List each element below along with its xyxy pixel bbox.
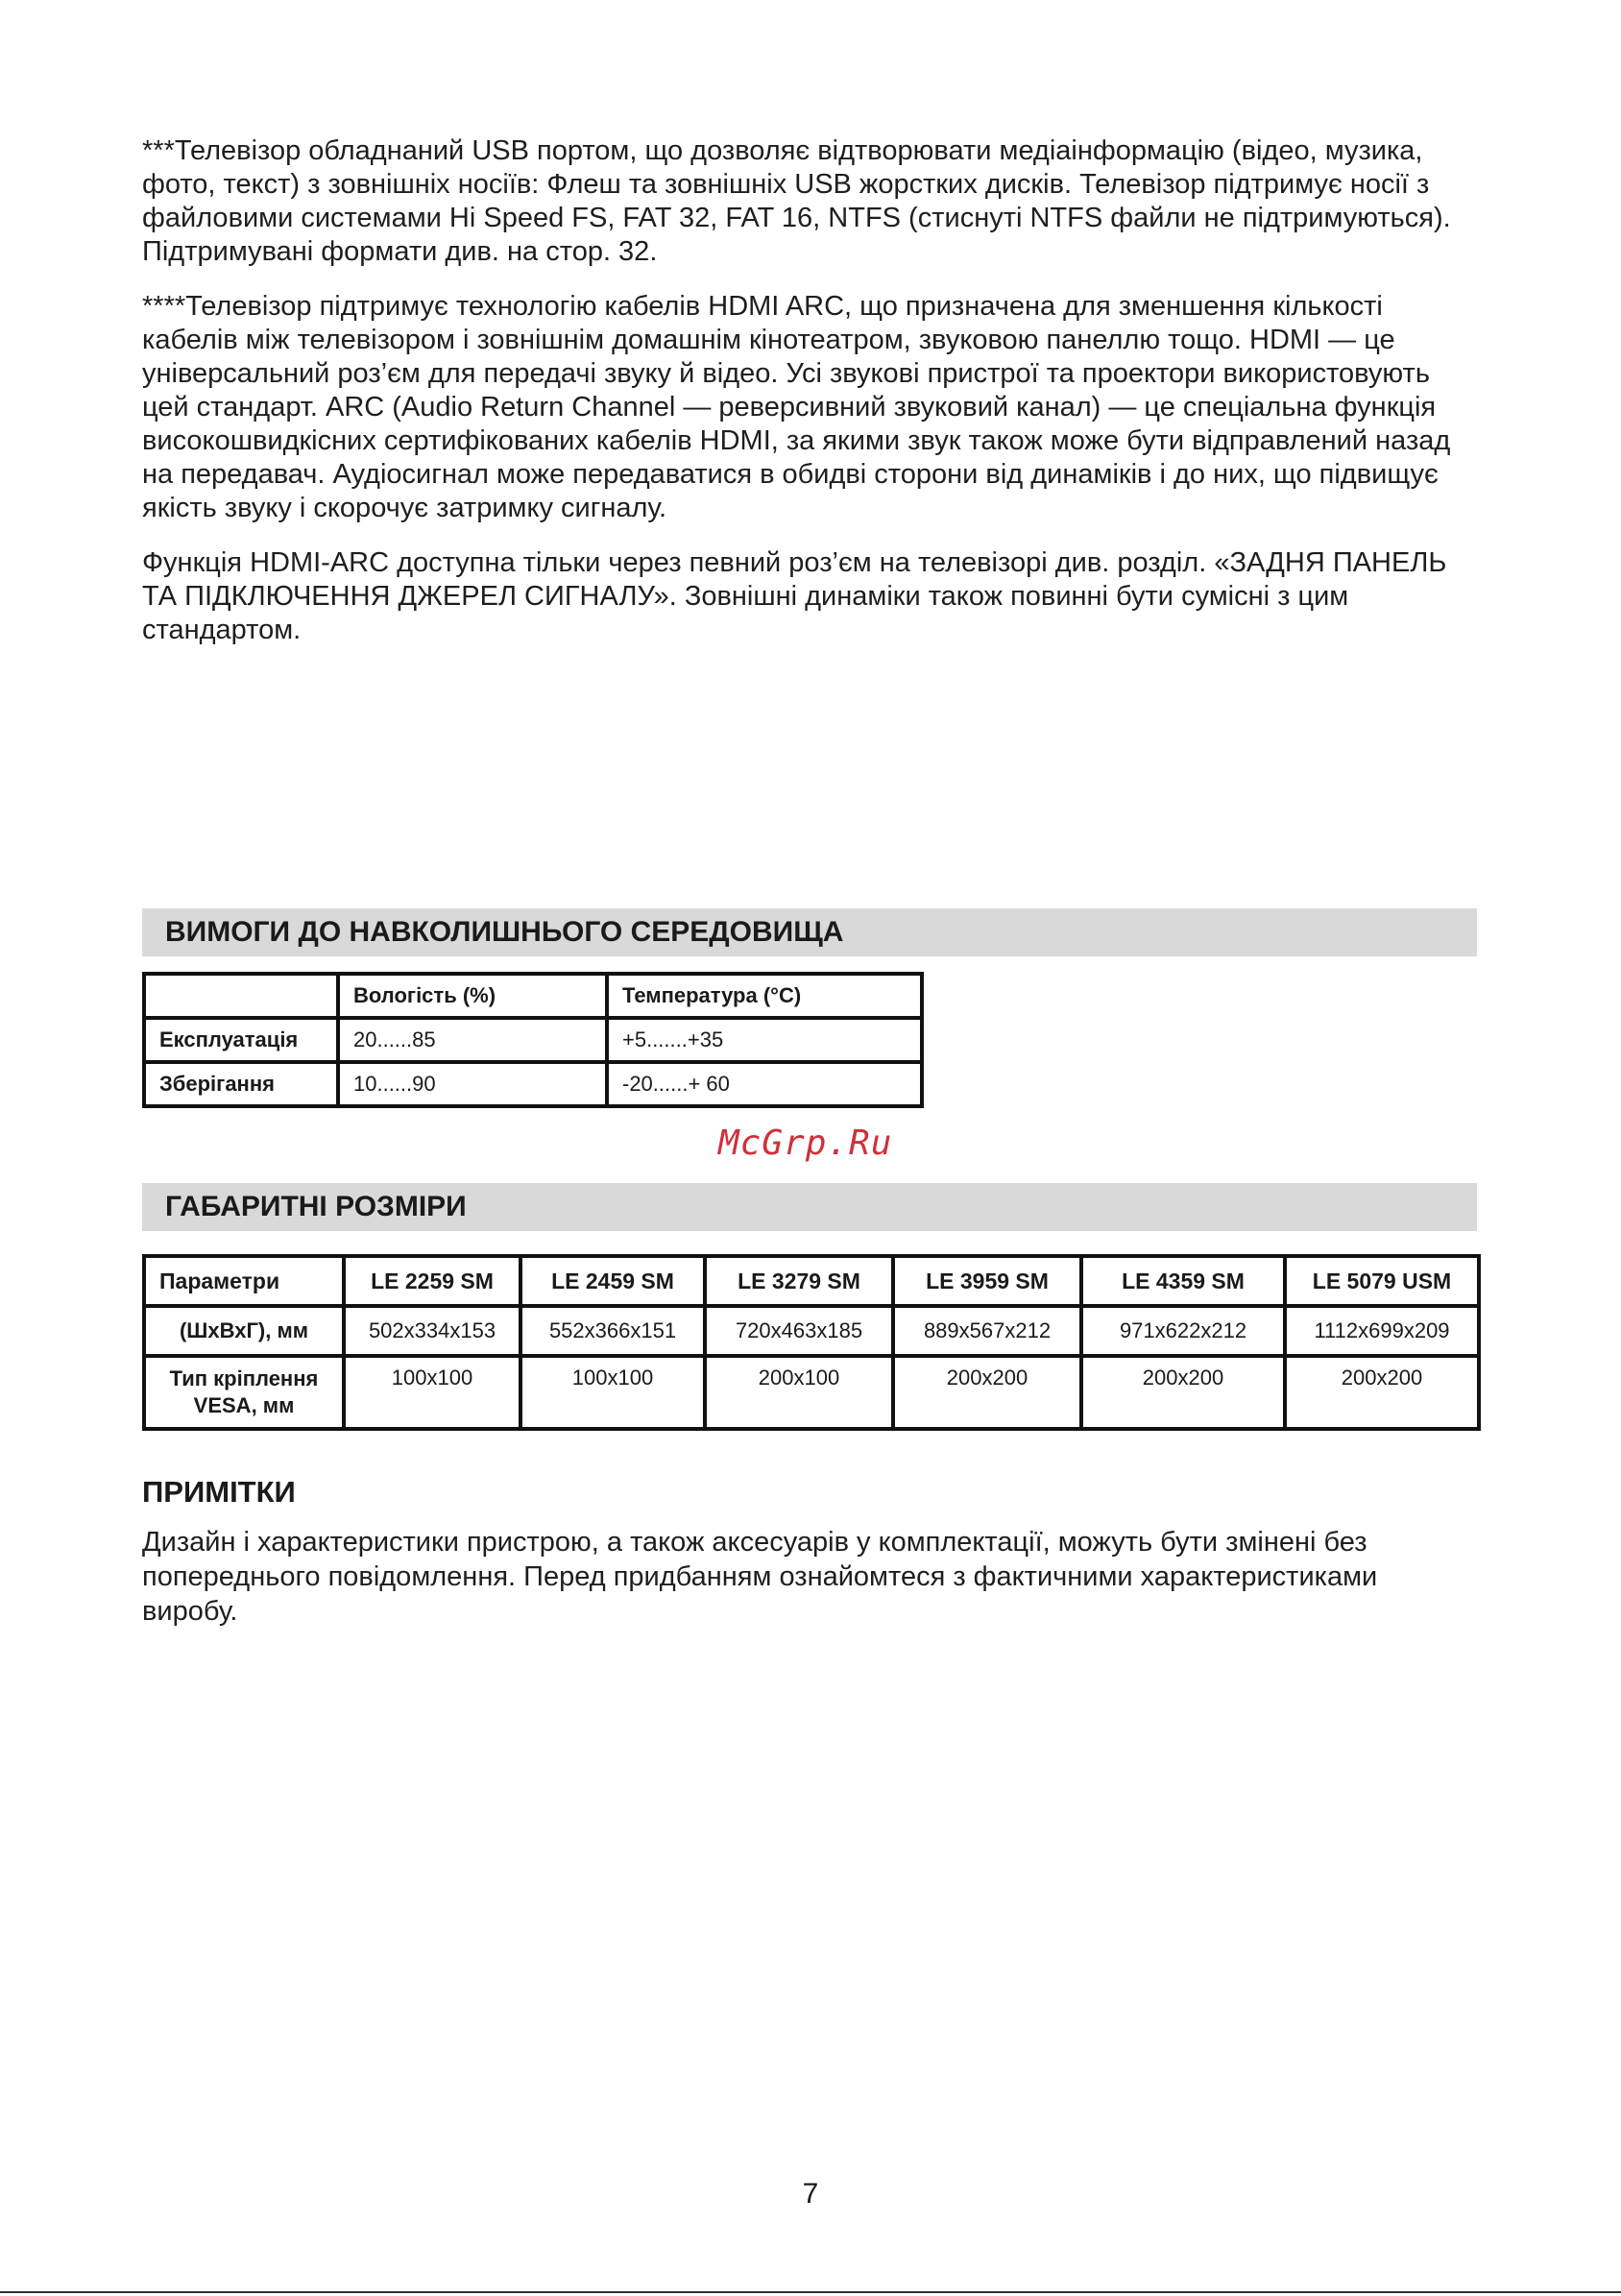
table-row [144,1306,1479,1356]
table-cell: 720x463x185 [705,1306,893,1356]
notes-text: Дизайн і характеристики пристрою, а також аксесуарів у комплектації, можуть бути змінені без попереднього повідомлення. Перед придбанням ознайомтеся з фактичними характеристиками виробу. [142,1527,1378,1627]
bottom-divider [0,2291,1621,2293]
page-number: 7 [802,2178,819,2210]
usb-paragraph: ***Телевізор обладнаний USB портом, що дозволяє відтворювати медіаінформацію (відео, музика, фото, текст) з зовнішніх носіїв: Флеш та зовнішніх USB жорстких дисків. Телевізор підтримує носії з файловими системами Hi Speed FS, FAT 32, FAT 16, NTFS (стиснуті NTFS файли не підтримуються). Підтримувані формати див. на стор. 32. [142,135,1451,267]
table-cell: 889x567x212 [893,1306,1081,1356]
table-row [144,1018,922,1062]
environment-table [142,972,924,1108]
row-label: Експлуатація [144,1018,338,1062]
vesa-label-line2: VESA, мм [193,1393,295,1417]
environment-section-title: ВИМОГИ ДО НАВКОЛИШНЬОГО СЕРЕДОВИЩА [165,916,844,948]
table-cell: +5.......+35 [607,1018,922,1062]
parameters-header: Параметри [144,1256,344,1306]
model-header: LE 2459 SM [520,1256,705,1306]
table-cell: 10......90 [338,1062,607,1106]
model-header: LE 4359 SM [1081,1256,1285,1306]
table-cell: 200x200 [1285,1356,1479,1429]
row-label: Зберігання [144,1062,338,1106]
table-cell: 552x366x151 [520,1306,705,1356]
dimensions-section-title: ГАБАРИТНІ РОЗМІРИ [165,1191,467,1222]
table-cell: 1112x699x209 [1285,1306,1479,1356]
intro-text [142,134,1477,668]
temperature-header: Температура (°C) [607,974,922,1018]
table-cell: 200x100 [705,1356,893,1429]
table-row [144,1062,922,1106]
vesa-label-line1: Тип кріплення [169,1366,319,1390]
table-cell: 200x200 [893,1356,1081,1429]
environment-section-header [142,908,1477,956]
model-header: LE 3279 SM [705,1256,893,1306]
row-label [144,1356,344,1429]
table-cell: 100x100 [520,1356,705,1429]
model-header: LE 5079 USM [1285,1256,1479,1306]
table-cell: -20......+ 60 [607,1062,922,1106]
table-cell: 502x334x153 [344,1306,520,1356]
hdmi-arc-note-paragraph: Функція HDMI-ARC доступна тільки через певний роз’єм на телевізорі див. розділ. «ЗАДНЯ ПАНЕЛЬ ТА ПІДКЛЮЧЕННЯ ДЖЕРЕЛ СИГНАЛУ». Зовнішні динаміки також повинні бути сумісні з цим стандартом. [142,547,1447,645]
humidity-header: Вологість (%) [338,974,607,1018]
row-label: (ШхВхГ), мм [144,1306,344,1356]
table-cell: 200x200 [1081,1356,1285,1429]
table-cell: 20......85 [338,1018,607,1062]
table-row [144,1356,1479,1429]
dimensions-table [142,1254,1481,1431]
table-cell [144,974,338,1018]
hdmi-arc-paragraph: ****Телевізор підтримує технологію кабелів HDMI ARC, що призначена для зменшення кількості кабелів між телевізором і зовнішнім домашнім кінотеатром, звуковою панеллю тощо. HDMI — це універсальний роз’єм для передачі звуку й відео. Усі звукові пристрої та проектори використовують цей стандарт. ARC (Audio Return Channel — реверсивний звуковий канал) — це спеціальна функція високошвидкісних сертифікованих кабелів HDMI, за якими звук також може бути відправлений назад на передавач. Аудіосигнал може передаватися в обидві сторони від динаміків і до них, що підвищує якість звуку і скорочує затримку сигналу. [142,291,1451,523]
model-header: LE 2259 SM [344,1256,520,1306]
watermark: McGrp.Ru [718,1124,893,1163]
table-cell: 100x100 [344,1356,520,1429]
table-cell: 971x622x212 [1081,1306,1285,1356]
table-row [144,974,922,1018]
notes-title: ПРИМІТКИ [142,1475,296,1509]
model-header: LE 3959 SM [893,1256,1081,1306]
dimensions-section-header [142,1183,1477,1231]
table-row [144,1256,1479,1306]
